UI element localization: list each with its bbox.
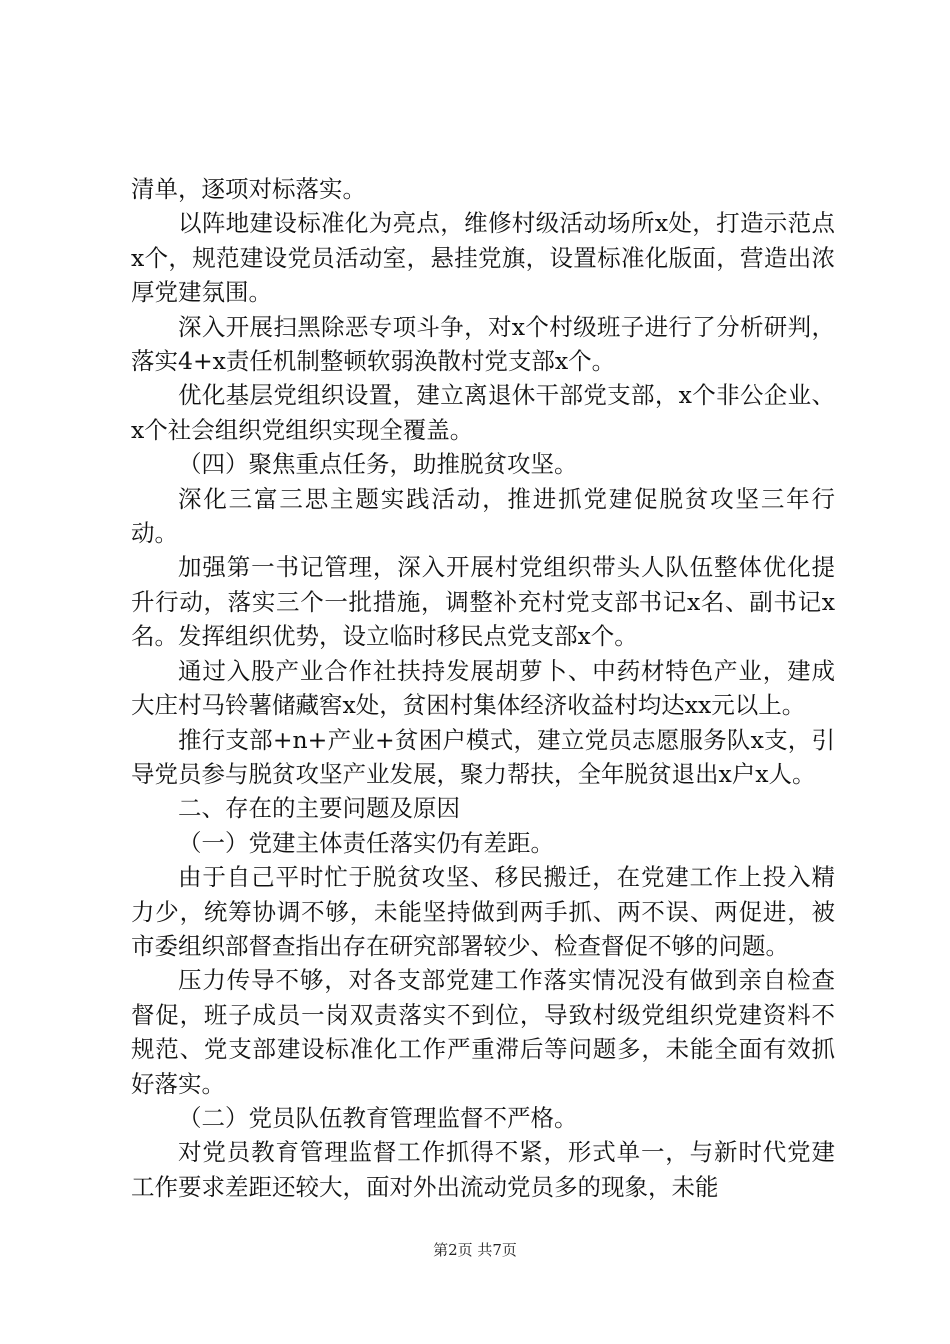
paragraph: 压力传导不够，对各支部党建工作落实情况没有做到亲自检查督促，班子成员一岗双责落实不到位，导致村级党组织党建资料不规范、党支部建设标准化工作严重滞后等问题多，未能全面有效抓好落实。	[131, 966, 835, 1098]
document-body	[131, 172, 835, 1204]
paragraph: 深化三富三思主题实践活动，推进抓党建促脱贫攻坚三年行动。	[131, 484, 835, 548]
paragraph: 优化基层党组织设置，建立离退休干部党支部，x个非公企业、x个社会组织党组织实现全覆盖。	[131, 381, 835, 444]
section-subheading: （四）聚焦重点任务，助推脱贫攻坚。	[178, 450, 578, 479]
paragraph: 以阵地建设标准化为亮点，维修村级活动场所x处，打造示范点x个，规范建设党员活动室，悬挂党旗，设置标准化版面，营造出浓厚党建氛围。	[131, 209, 835, 307]
section-heading: 二、存在的主要问题及原因	[178, 794, 460, 823]
section-subheading: （一）党建主体责任落实仍有差距。	[178, 828, 554, 857]
paragraph: 对党员教育管理监督工作抓得不紧，形式单一，与新时代党建工作要求差距还较大，面对外出流动党员多的现象，未能	[131, 1138, 835, 1201]
paragraph: 深入开展扫黑除恶专项斗争，对x个村级班子进行了分析研判，落实4+x责任机制整顿软弱涣散村党支部x个。	[131, 312, 835, 376]
page-number-footer: 第2页 共7页	[433, 1241, 517, 1259]
paragraph: 清单，逐项对标落实。	[131, 175, 366, 203]
section-subheading: （二）党员队伍教育管理监督不严格。	[178, 1103, 578, 1132]
paragraph: 推行支部+n+产业+贫困户模式，建立党员志愿服务队x支，引导党员参与脱贫攻坚产业发展，聚力帮扶，全年脱贫退出x户x人。	[131, 725, 835, 788]
paragraph: 由于自己平时忙于脱贫攻坚、移民搬迁，在党建工作上投入精力少，统筹协调不够，未能坚持做到两手抓、两不误、两促进，被市委组织部督查指出存在研究部署较少、检查督促不够的问题。	[131, 863, 835, 960]
paragraph: 通过入股产业合作社扶持发展胡萝卜、中药材特色产业，建成大庄村马铃薯储藏窖x处，贫困村集体经济收益村均达xx元以上。	[131, 656, 835, 720]
paragraph: 加强第一书记管理，深入开展村党组织带头人队伍整体优化提升行动，落实三个一批措施，调整补充村党支部书记x名、副书记x名。发挥组织优势，设立临时移民点党支部x个。	[131, 553, 835, 651]
